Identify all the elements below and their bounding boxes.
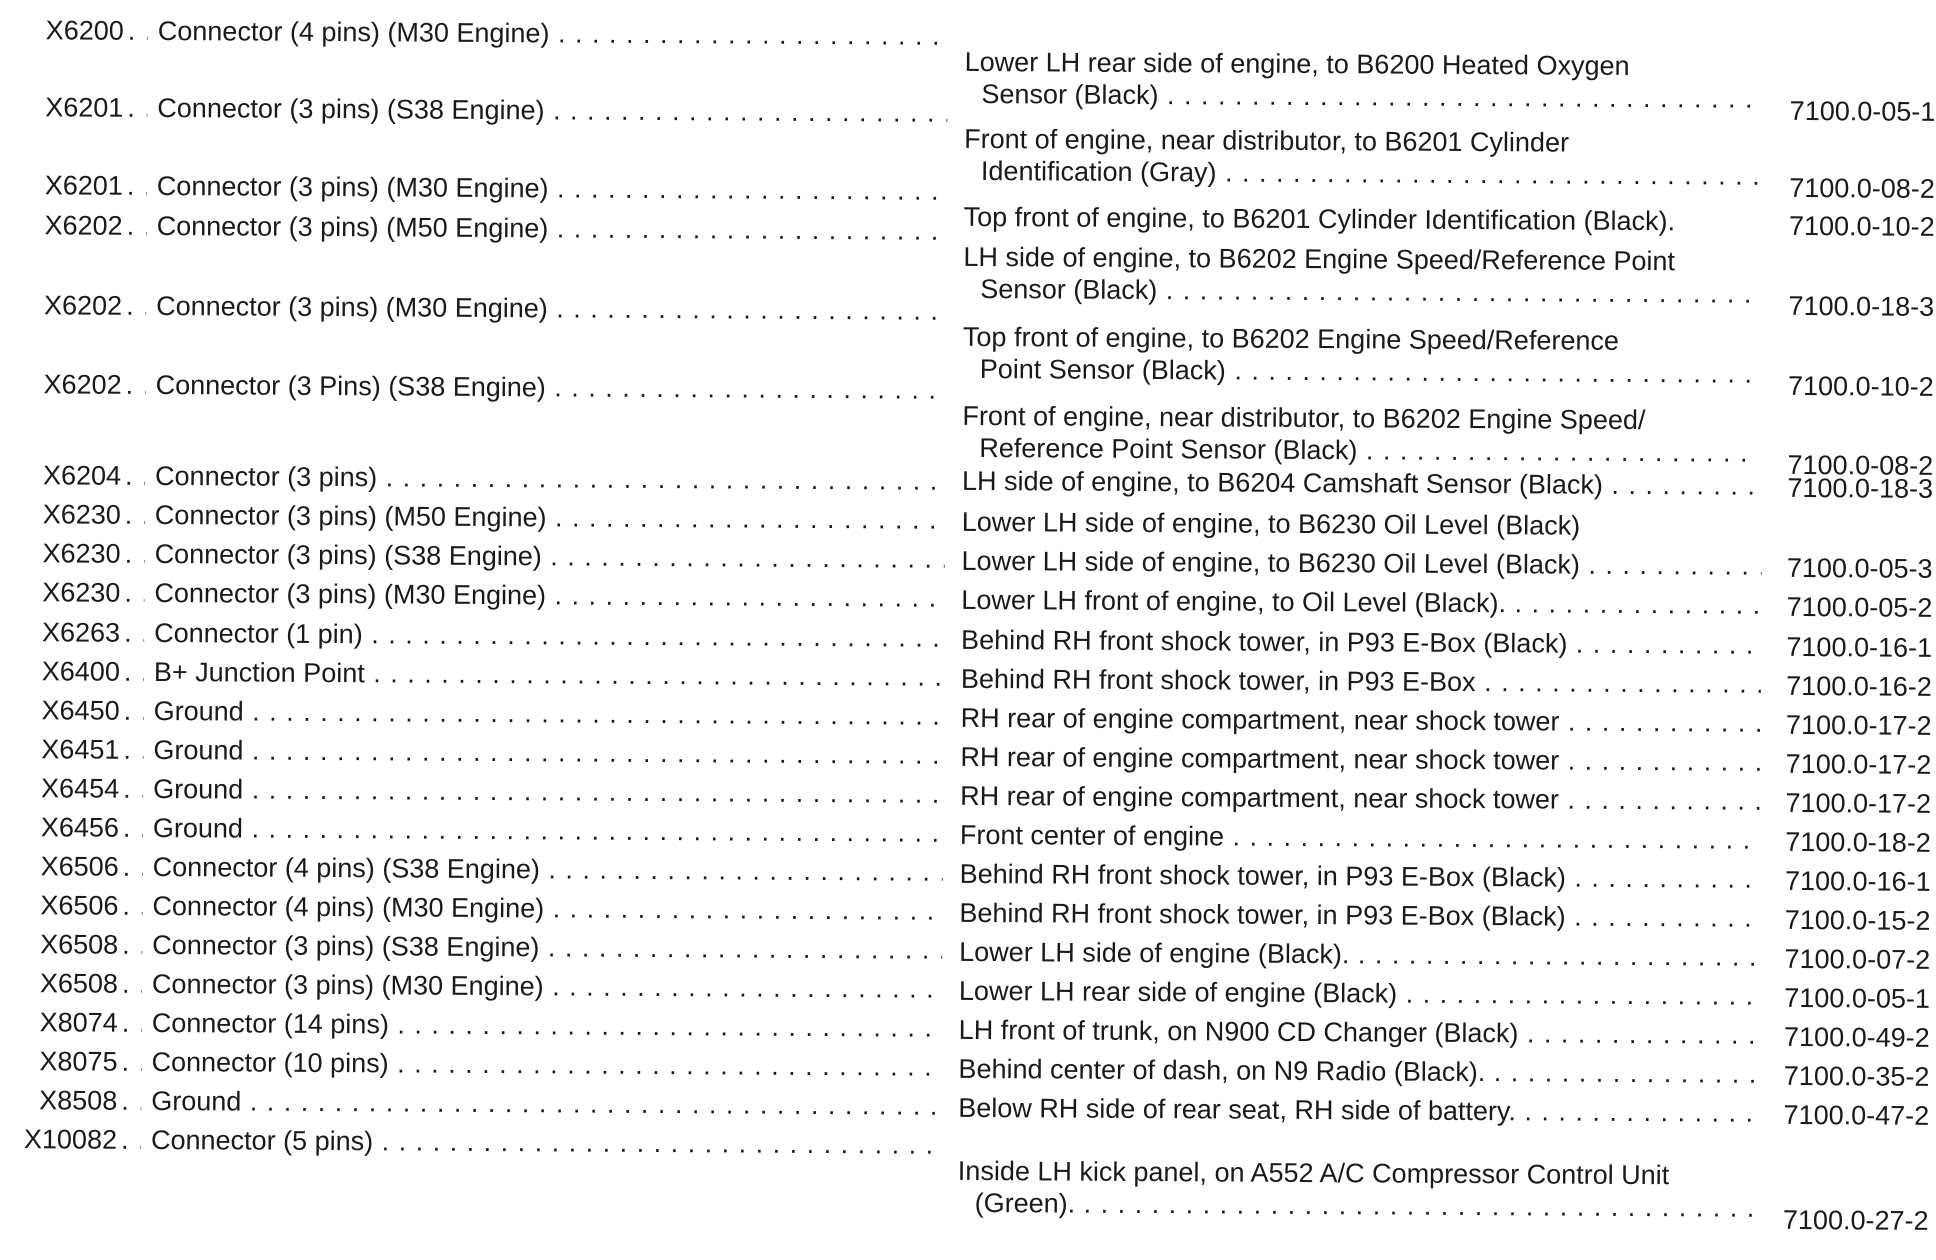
location-text: Lower LH side of engine (Black). . . . [959, 936, 1759, 973]
connector-code: X6201 [45, 92, 124, 123]
connector-code: X6508 [39, 968, 119, 999]
component-description: Ground . . . [154, 695, 944, 732]
leader-dots [122, 890, 142, 922]
location-text: Front of engine, near distributor, to B6201 Cylinder [964, 123, 1570, 158]
location-continuation: Point Sensor (Black) . . . [980, 353, 1760, 390]
location-text: LH side of engine, to B6204 Camshaft Sensor (Black) . . . [962, 465, 1762, 502]
connector-code: X6230 [42, 577, 121, 608]
connector-code: X6263 [41, 617, 121, 648]
reference-number: 7100.0-08-2 [1787, 449, 1934, 481]
leader-dots [121, 1085, 141, 1117]
location-text: LH front of trunk, on N900 CD Changer (Black) . . . [959, 1014, 1759, 1051]
leader-dots [127, 92, 147, 124]
component-description: Connector (3 pins) (M30 Engine) . . . [156, 290, 946, 327]
connector-code: X6506 [40, 851, 119, 882]
reference-number: 7100.0-17-2 [1785, 709, 1932, 741]
leader-dots [123, 773, 143, 805]
component-description: Connector (3 pins) . . . [155, 460, 945, 497]
reference-number: 7100.0-05-1 [1789, 95, 1936, 127]
connector-code: X6230 [42, 538, 121, 569]
leader-dots [125, 538, 145, 570]
location-text: LH side of engine, to B6202 Engine Speed/Reference Point [963, 241, 1676, 277]
leader-dots [127, 170, 147, 202]
leader-dots [124, 577, 144, 609]
reference-number: 7100.0-05-3 [1786, 552, 1933, 584]
connector-code: X6506 [40, 890, 119, 921]
location-continuation: Sensor (Black) . . . [980, 273, 1760, 310]
location-continuation: Sensor (Black) . . . [981, 78, 1761, 115]
component-description: Connector (3 pins) (S38 Engine) . . . [155, 538, 945, 575]
reference-number: 7100.0-08-2 [1789, 172, 1935, 204]
reference-number: 7100.0-16-2 [1786, 670, 1932, 702]
location-text: Lower LH side of engine, to B6230 Oil Level (Black) [961, 506, 1581, 541]
reference-number: 7100.0-18-2 [1785, 826, 1931, 858]
location-text: Front of engine, near distributor, to B6202 Engine Speed/ [962, 400, 1646, 436]
component-description: Ground . . . [153, 812, 943, 849]
component-description: Ground . . . [153, 734, 943, 771]
reference-number: 7100.0-35-2 [1783, 1060, 1930, 1092]
leader-dots [122, 1007, 142, 1039]
component-description: Connector (14 pins) . . . [152, 1007, 942, 1044]
reference-number: 7100.0-16-1 [1786, 631, 1933, 663]
location-text: Lower LH side of engine, to B6230 Oil Level (Black) . . . [961, 545, 1761, 582]
location-text: Front center of engine . . . [960, 819, 1760, 856]
component-description: Connector (10 pins) . . . [151, 1046, 941, 1083]
component-description: Ground . . . [151, 1085, 941, 1122]
component-description: Connector (5 pins) . . . [151, 1124, 941, 1161]
connector-code: X6202 [43, 290, 123, 321]
location-text: RH rear of engine compartment, near shock tower . . . [960, 741, 1760, 778]
leader-dots [125, 460, 145, 492]
index-entry [0, 537, 1933, 584]
leader-dots [126, 369, 146, 401]
reference-number: 7100.0-10-2 [1787, 370, 1934, 402]
component-description: Connector (3 pins) (M30 Engine) . . . [152, 968, 942, 1005]
leader-dots [127, 210, 147, 242]
connector-code: X6201 [44, 170, 123, 201]
reference-number: 7100.0-16-1 [1784, 865, 1931, 897]
component-description: Connector (3 pins) (S38 Engine) . . . [152, 929, 942, 966]
connector-code: X6450 [41, 695, 120, 726]
reference-number: 7100.0-18-3 [1787, 472, 1934, 504]
leader-dots [123, 812, 143, 844]
reference-number: 7100.0-49-2 [1783, 1021, 1930, 1053]
component-description: B+ Junction Point . . . [154, 656, 944, 693]
connector-code: X8074 [39, 1007, 118, 1038]
leader-dots [122, 929, 142, 961]
location-text: Lower LH rear side of engine, to B6200 Heated Oxygen [964, 46, 1630, 81]
leader-dots [123, 734, 143, 766]
reference-number: 7100.0-18-3 [1788, 290, 1935, 322]
leader-dots [122, 968, 142, 1000]
reference-number: 7100.0-05-1 [1784, 982, 1931, 1014]
connector-code: X6200 [45, 15, 124, 46]
reference-number: 7100.0-47-2 [1783, 1099, 1930, 1131]
location-continuation: (Green). . . . [975, 1187, 1755, 1224]
location-text: Below RH side of rear seat, RH side of battery. . . . [958, 1092, 1758, 1129]
location-text: Top front of engine, to B6202 Engine Speed/Reference [962, 321, 1620, 356]
connector-code: X8508 [39, 1085, 118, 1116]
leader-dots [121, 1046, 141, 1078]
reference-number: 7100.0-10-2 [1788, 210, 1935, 242]
location-text: RH rear of engine compartment, near shock tower . . . [960, 780, 1760, 817]
component-description: Connector (4 pins) (M30 Engine) . . . [152, 890, 942, 927]
component-description: Connector (3 pins) (M50 Engine) . . . [157, 210, 947, 247]
component-description: Connector (1 pin) . . . [154, 617, 944, 654]
component-description: Connector (3 pins) (M50 Engine) . . . [155, 499, 945, 536]
reference-number: 7100.0-15-2 [1784, 904, 1931, 936]
location-continuation: Identification (Gray) . . . [981, 155, 1761, 192]
leader-dots [124, 617, 144, 649]
location-text: Behind RH front shock tower, in P93 E-Box (Black) . . . [960, 858, 1760, 895]
location-text: Behind RH front shock tower, in P93 E-Box (Black) . . . [961, 624, 1761, 661]
leader-dots [125, 499, 145, 531]
component-description: Connector (4 pins) (M30 Engine) . . . [158, 15, 948, 52]
component-description: Connector (3 Pins) (S38 Engine) . . . [156, 369, 946, 406]
leader-dots [124, 656, 144, 688]
component-description: Connector (3 pins) (M30 Engine) . . . [157, 170, 947, 207]
location-text: Lower LH rear side of engine (Black) . . . [959, 975, 1759, 1012]
location-text: Top front of engine, to B6201 Cylinder Identification (Black). [963, 201, 1676, 237]
connector-code: X6456 [40, 812, 120, 843]
reference-number: 7100.0-05-2 [1786, 591, 1933, 623]
leader-dots [121, 1124, 141, 1156]
component-description: Ground . . . [153, 773, 943, 810]
connector-code: X6454 [41, 773, 120, 804]
reference-number: 7100.0-17-2 [1785, 748, 1932, 780]
connector-code: X6451 [41, 734, 120, 765]
leader-dots [126, 290, 146, 322]
connector-code: X6400 [41, 656, 120, 687]
connector-code: X6202 [44, 210, 123, 241]
connector-code: X6230 [42, 499, 121, 530]
connector-code: X6508 [40, 929, 119, 960]
component-description: Connector (3 pins) (S38 Engine) . . . [157, 92, 947, 129]
reference-number: 7100.0-07-2 [1784, 943, 1931, 975]
component-description: Connector (3 pins) (M30 Engine) . . . [154, 577, 944, 614]
connector-code: X6204 [42, 460, 122, 491]
location-text: Behind center of dash, on N9 Radio (Black). . . . [958, 1053, 1758, 1090]
leader-dots [124, 695, 144, 727]
connector-code: X10082 [23, 1124, 118, 1155]
connector-code: X6202 [43, 369, 122, 400]
location-continuation: Reference Point Sensor (Black) . . . [979, 432, 1759, 469]
location-text: Lower LH front of engine, to Oil Level (Black). . . . [961, 584, 1761, 621]
connector-code: X8075 [39, 1046, 118, 1077]
location-text: Inside LH kick panel, on A552 A/C Compressor Control Unit [957, 1155, 1670, 1191]
location-text: Behind RH front shock tower, in P93 E-Box (Black) . . . [959, 897, 1759, 934]
location-text: Behind RH front shock tower, in P93 E-Box . . . [961, 663, 1761, 700]
component-description: Connector (4 pins) (S38 Engine) . . . [153, 851, 943, 888]
location-text: RH rear of engine compartment, near shock tower . . . [961, 702, 1761, 739]
reference-number: 7100.0-17-2 [1785, 787, 1932, 819]
leader-dots [128, 15, 148, 47]
leader-dots [123, 851, 143, 883]
reference-number: 7100.0-27-2 [1782, 1204, 1929, 1236]
